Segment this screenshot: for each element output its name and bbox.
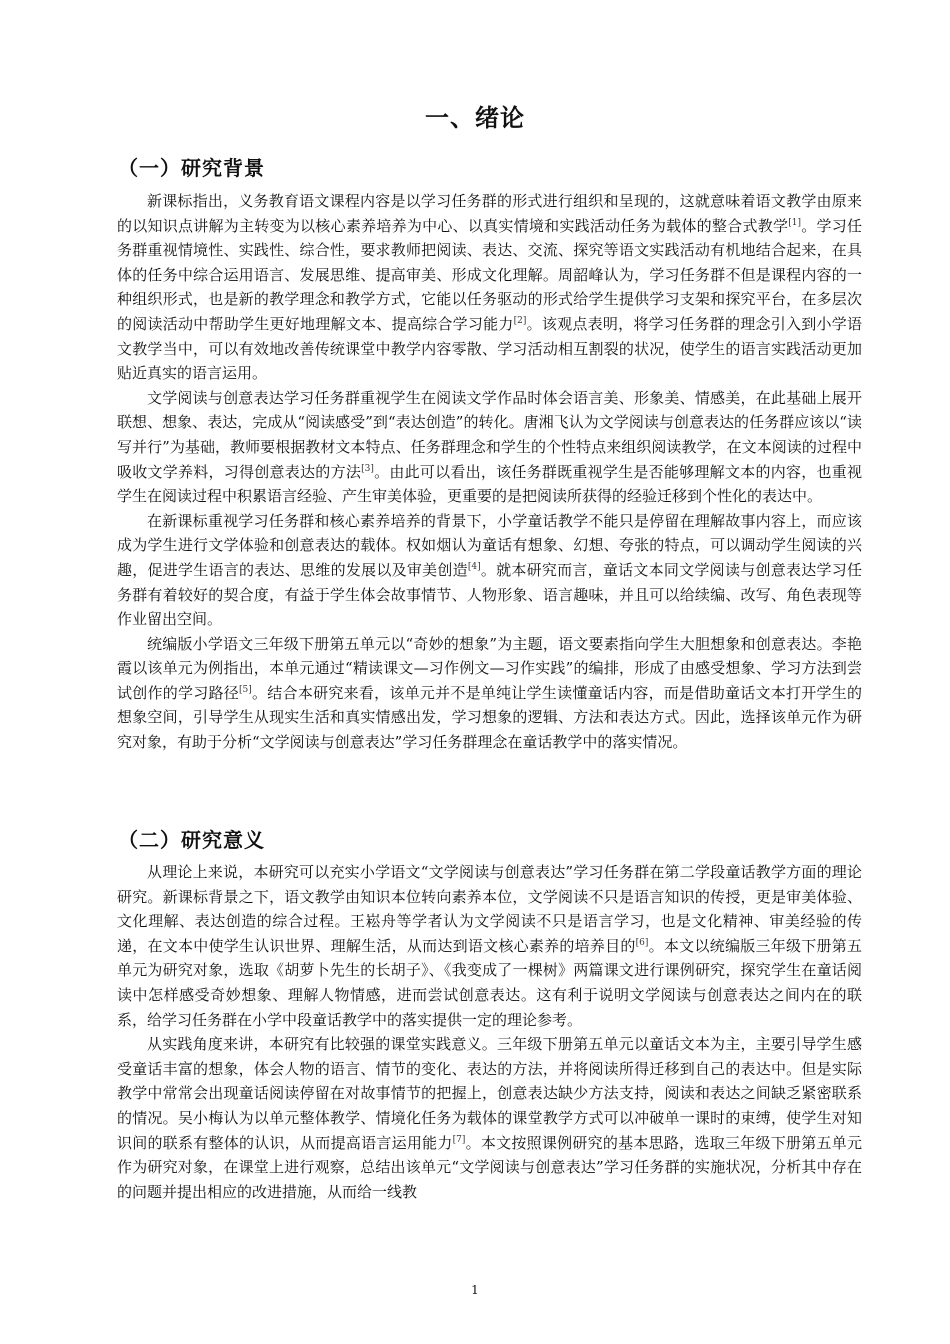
citation-marker[interactable]: [3] bbox=[361, 463, 374, 474]
section-title-background: （一）研究背景 bbox=[118, 156, 265, 180]
paragraph-text: 。就本研究而言，童话文本同文学阅读与创意表达学习任务群有着较好的契合度，有益于学生体会故事情节、人物形象、语言趣味，并且可以给续编、改写、角色表现等作业留出空间。 bbox=[117, 560, 862, 629]
paragraph-text: 从理论上来说，本研究可以充实小学语文“文学阅读与创意表达”学习任务群在第二学段童话教学方面的理论研究。新课标背景之下，语文教学由知识本位转向素养本位，文学阅读不只是语言知识的传授，更是审美体验、文化理解、表达创造的综合过程。王崧舟等学者认为文学阅读不只是语言学习，也是文化精神、审美经验的传递，在文本中使学生认识世界、理解生活，从而达到语文核心素养的培养目的 bbox=[117, 863, 862, 955]
paragraph bbox=[117, 860, 862, 1032]
paragraph bbox=[117, 386, 862, 509]
paragraph-text: 。本文以统编版三年级下册第五单元为研究对象，选取《胡萝卜先生的长胡子》、《我变成了一棵树》两篇课文进行课例研究，探究学生在童话阅读中怎样感受奇妙想象、理解人物情感，进而尝试创意表达。这有利于说明文学阅读与创意表达之间内在的联系，给学习任务群在小学中段童话教学中的落实提供一定的理论参考。 bbox=[117, 936, 862, 1029]
section-title-significance: （二）研究意义 bbox=[118, 828, 265, 852]
paragraph bbox=[117, 632, 862, 755]
chapter-title: 一、绪论 bbox=[425, 104, 525, 132]
paragraph-text: 文学阅读与创意表达学习任务群重视学生在阅读文学作品时体会语言美、形象美、情感美，在此基础上展开联想、想象、表达，完成从“阅读感受”到“表达创造”的转化。唐湘飞认为文学阅读与创意表达的任务群应该以“读写并行”为基础，教师要根据教材文本特点、任务群理念和学生的个性特点来组织阅读教学，在文本阅读的过程中吸收文学养料，习得创意表达的方法 bbox=[117, 388, 862, 481]
paragraph bbox=[117, 1032, 862, 1204]
citation-marker[interactable]: [4] bbox=[467, 561, 481, 572]
paragraph-text: 从实践角度来讲，本研究有比较强的课堂实践意义。三年级下册第五单元以童话文本为主，主要引导学生感受童话丰富的想象，体会人物的语言、情节的变化、表达的方法，并将阅读所得迁移到自己的表达中。但是实际教学中常常会出现童话阅读停留在对故事情节的把握上，创意表达缺少方法支持，阅读和表达之间缺乏紧密联系的情况。吴小梅认为以单元整体教学、情境化任务为载体的课堂教学方式可以冲破单一课时的束缚，使学生对知识间的联系有整体的认识，从而提高语言运用能力 bbox=[117, 1035, 862, 1152]
paragraph bbox=[117, 509, 862, 632]
paragraph-text: 新课标指出，义务教育语文课程内容是以学习任务群的形式进行组织和呈现的，这就意味着语文教学由原来的以知识点讲解为主转变为以核心素养培养为中心、以真实情境和实践活动任务为载体的整合式教学 bbox=[117, 192, 862, 235]
section-body-significance bbox=[117, 860, 862, 1204]
paragraph-text: 。结合本研究来看，该单元并不是单纯让学生读懂童话内容，而是借助童话文本打开学生的想象空间，引导学生从现实生活和真实情感出发，学习想象的逻辑、方法和表达方式。因此，选择该单元作为研究对象，有助于分析“文学阅读与创意表达”学习任务群理念在童话教学中的落实情况。 bbox=[117, 683, 862, 752]
citation-marker[interactable]: [6] bbox=[635, 937, 649, 948]
paragraph-text: 。该观点表明，将学习任务群的理念引入到小学语文教学当中，可以有效地改善传统课堂中教学内容零散、学习活动相互割裂的状况，使学生的语言实践活动更加贴近真实的语言运用。 bbox=[117, 314, 862, 383]
citation-marker[interactable]: [2] bbox=[513, 315, 527, 326]
paragraph bbox=[117, 189, 862, 386]
paragraph-text: 统编版小学语文三年级下册第五单元以“奇妙的想象”为主题，语文要素指向学生大胆想象和创意表达。李艳霞以该单元为例指出，本单元通过“精读课文—习作例文—习作实践”的编排，形成了由感受想象、学习方法到尝试创作的学习路径 bbox=[117, 634, 862, 702]
paragraph-text: 。由此可以看出，该任务群既重视学生是否能够理解文本的内容，也重视学生在阅读过程中积累语言经验、产生审美体验，更重要的是把阅读所获得的经验迁移到个性化的表达中。 bbox=[117, 462, 862, 506]
paragraph-text: 在新课标重视学习任务群和核心素养培养的背景下，小学童话教学不能只是停留在理解故事内容上，而应该成为学生进行文学体验和创意表达的载体。权如烟认为童话有想象、幻想、夸张的特点，可以调动学生阅读的兴趣，促进学生语言的表达、思维的发展以及审美创造 bbox=[117, 511, 862, 579]
section-body-background bbox=[117, 189, 862, 755]
citation-marker[interactable]: [1] bbox=[788, 217, 801, 228]
paragraph-text: 。学习任务群重视情境性、实践性、综合性，要求教师把阅读、表达、交流、探究等语文实践活动有机地结合起来，在具体的任务中综合运用语言、发展思维、提高审美、形成文化理解。周韶峰认为，学习任务群不但是课程内容的一种组织形式，也是新的教学理念和教学方式，它能以任务驱动的形式给学生提供学习支架和探究平台，在多层次的阅读活动中帮助学生更好地理解文本、提高综合学习能力 bbox=[117, 216, 862, 333]
citation-marker[interactable]: [7] bbox=[452, 1134, 466, 1145]
citation-marker[interactable]: [5] bbox=[239, 684, 252, 695]
page-number: 1 bbox=[471, 1283, 479, 1297]
paragraph-text: 。本文按照课例研究的基本思路，选取三年级下册第五单元作为研究对象，在课堂上进行观察，总结出该单元“文学阅读与创意表达”学习任务群的实施状况，分析其中存在的问题并提出相应的改进措施，从而给一线教 bbox=[117, 1133, 862, 1201]
